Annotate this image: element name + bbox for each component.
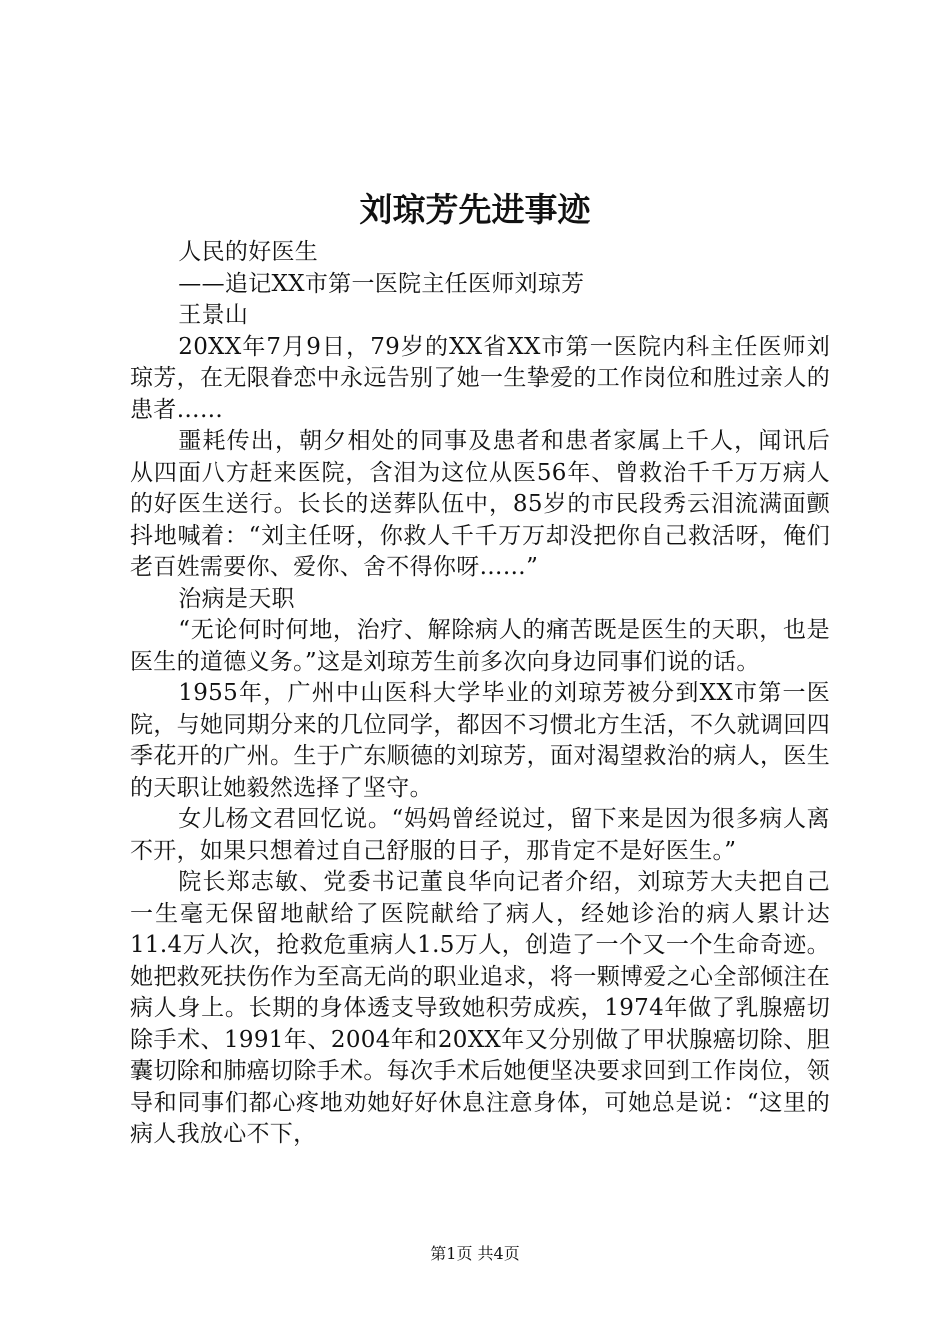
subtitle-dedication: ——追记XX市第一医院主任医师刘琼芳 xyxy=(178,270,585,297)
document-title: 刘琼芳先进事迹 xyxy=(359,190,591,229)
paragraph: 噩耗传出，朝夕相处的同事及患者和患者家属上千人，闻讯后从四面八方赶来医院，含泪为这位从医56年、曾救治千千万万病人的好医生送行。长长的送葬队伍中，85岁的市民段秀云泪流满面颤抖地喊着：“刘主任呀，你救人千千万万却没把你自己救活呀，俺们老百姓需要你、爱你、舍不得你呀……” xyxy=(130,428,830,580)
page-footer: 第1页 共4页 xyxy=(430,1244,520,1263)
subtitle: 人民的好医生 xyxy=(178,239,319,265)
paragraph: “无论何时何地，治疗、解除病人的痛苦既是医生的天职，也是医生的道德义务。”这是刘琼芳生前多次向身边同事们说的话。 xyxy=(130,617,830,675)
section-heading: 治病是天职 xyxy=(178,585,295,612)
document-body xyxy=(130,237,830,1151)
author: 王景山 xyxy=(178,302,249,328)
paragraph: 女儿杨文君回忆说。“妈妈曾经说过，留下来是因为很多病人离不开，如果只想着过自己舒服的日子，那肯定不是好医生。” xyxy=(130,806,830,864)
paragraph: 院长郑志敏、党委书记董良华向记者介绍，刘琼芳大夫把自己一生毫无保留地献给了医院献给了病人，经她诊治的病人累计达11.4万人次，抢救危重病人1.5万人，创造了一个又一个生命奇迹。她把救死扶伤作为至高无尚的职业追求，将一颗博爱之心全部倾注在病人身上。长期的身体透支导致她积劳成疾，1974年做了乳腺癌切除手术、1991年、2004年和20XX年又分别做了甲状腺癌切除、胆囊切除和肺癌切除手术。每次手术后她便坚决要求回到工作岗位，领导和同事们都心疼地劝她好好休息注意身体，可她总是说：“这里的病人我放心不下， xyxy=(130,869,830,1147)
paragraph: 20XX年7月9日，79岁的XX省XX市第一医院内科主任医师刘琼芳，在无限眷恋中永远告别了她一生挚爱的工作岗位和胜过亲人的患者…… xyxy=(130,333,830,423)
paragraph: 1955年，广州中山医科大学毕业的刘琼芳被分到XX市第一医院，与她同期分来的几位同学，都因不习惯北方生活，不久就调回四季花开的广州。生于广东顺德的刘琼芳，面对渴望救治的病人，医生的天职让她毅然选择了坚守。 xyxy=(130,680,830,801)
